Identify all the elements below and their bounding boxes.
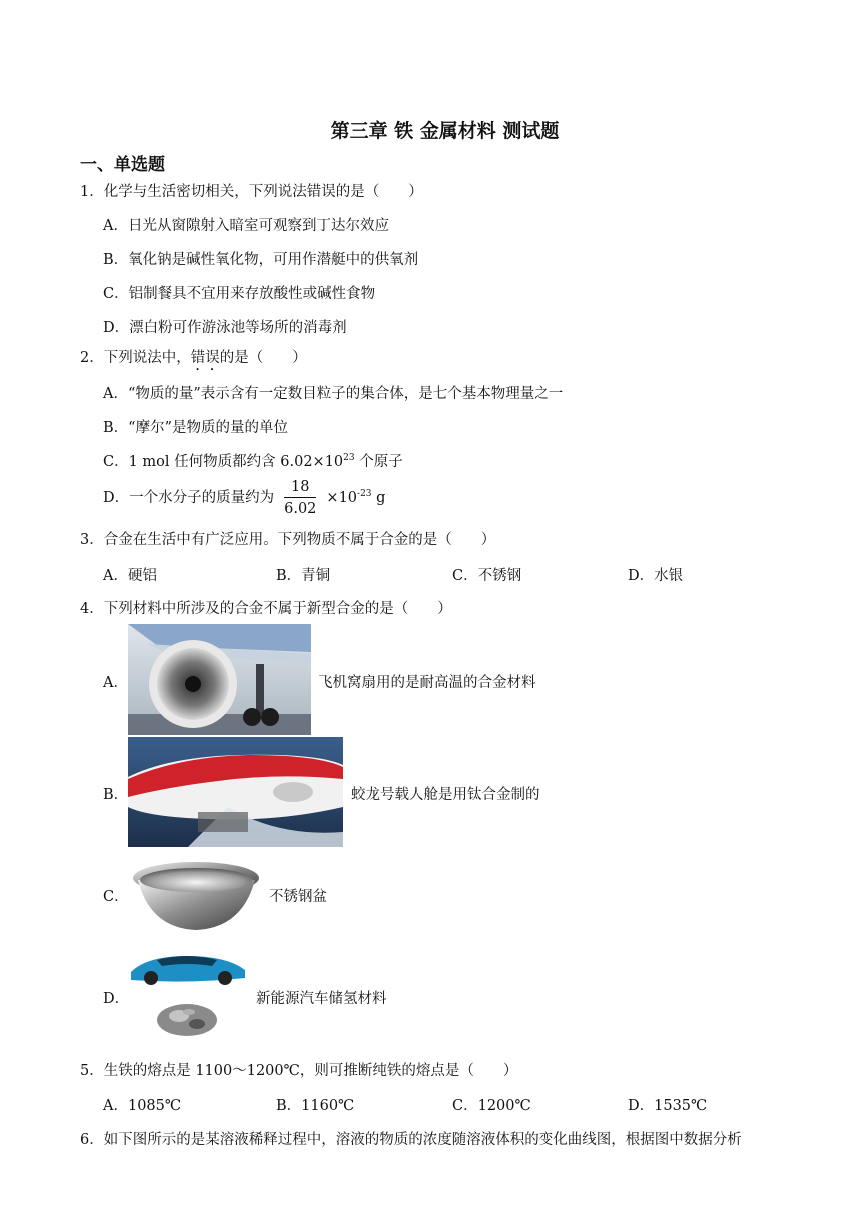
question-1-stem: 1．化学与生活密切相关，下列说法错误的是（ ） [80,184,423,200]
question-4-stem: 4．下列材料中所涉及的合金不属于新型合金的是（ ） [80,601,452,617]
question-2-option-d [103,479,385,517]
question-2-emphasis: 错误 [190,350,220,366]
question-6-stem: 6．如下图所示的是某溶液稀释过程中，溶液的物质的浓度随溶液体积的变化曲线图，根据图中数据分析 [80,1132,742,1148]
question-5-option-b: B．1160℃ [276,1098,355,1114]
question-5-option-d: D．1535℃ [628,1098,708,1114]
question-3-option-d: D．水银 [628,568,684,584]
question-5-stem: 5．生铁的熔点是 1100～1200℃，则可推断纯铁的熔点是（ ） [80,1063,518,1079]
unit: g [371,490,386,506]
question-2-option-c [103,450,403,471]
question-1-option-a: A．日光从窗隙射入暗室可观察到丁达尔效应 [103,218,389,234]
question-2-option-b: B．“摩尔”是物质的量的单位 [103,420,288,436]
question-4-option-b-text: 蛟龙号载人舱是用钛合金制的 [351,787,540,803]
times-ten: ×10 [326,490,358,506]
question-4-option-a-label: A． [103,675,128,691]
question-2-stem-suffix: 的是（ ） [219,350,307,366]
question-3-option-c: C．不锈钢 [452,568,522,584]
question-4-option-a-text: 飞机窝扇用的是耐高温的合金材料 [318,675,536,691]
section-heading: 一、单选题 [80,155,165,175]
fraction-denominator: 6.02 [284,501,317,517]
question-3-option-a: A．硬铝 [103,568,157,584]
question-4-option-c-label: C． [103,889,129,905]
question-3-stem: 3．合金在生活中有广泛应用。下列物质不属于合金的是（ ） [80,532,496,548]
question-3-option-b: B．青铜 [276,568,331,584]
hydrogen-car-image [127,944,248,1040]
question-2-stem [80,346,307,374]
question-1-option-b: B．氧化钠是碱性氧化物，可用作潜艇中的供氧剂 [103,252,419,268]
fraction [284,479,316,517]
question-5-option-c: C．1200℃ [452,1098,531,1114]
question-4-option-d-label: D． [103,991,130,1007]
question-4-option-d-text: 新能源汽车储氢材料 [256,991,387,1007]
question-2-option-d-text: D．一个水分子的质量约为 [103,490,275,506]
exponent: 23 [343,453,355,463]
question-2-option-c-suffix: 个原子 [354,454,403,470]
question-4-option-b-label: B． [103,787,129,803]
question-2-option-c-text: C．1 mol 任何物质都约含 6.02×10 [103,454,344,470]
exponent: -23 [357,489,372,499]
steel-basin-image [130,858,263,934]
question-2-stem-prefix: 2．下列说法中， [80,350,191,366]
question-5-option-a: A．1085℃ [103,1098,182,1114]
question-2-option-a: A．“物质的量”表示含有一定数目粒子的集合体，是七个基本物理量之一 [103,386,564,402]
page-title: 第三章 铁 金属材料 测试题 [330,120,560,142]
jet-engine-image [128,624,311,735]
question-4-option-c-text: 不锈钢盆 [269,889,327,905]
fraction-numerator: 18 [284,479,316,498]
submersible-image [128,737,343,847]
question-1-option-d: D．漂白粉可作游泳池等场所的消毒剂 [103,320,347,336]
question-1-option-c: C．铝制餐具不宜用来存放酸性或碱性食物 [103,286,376,302]
